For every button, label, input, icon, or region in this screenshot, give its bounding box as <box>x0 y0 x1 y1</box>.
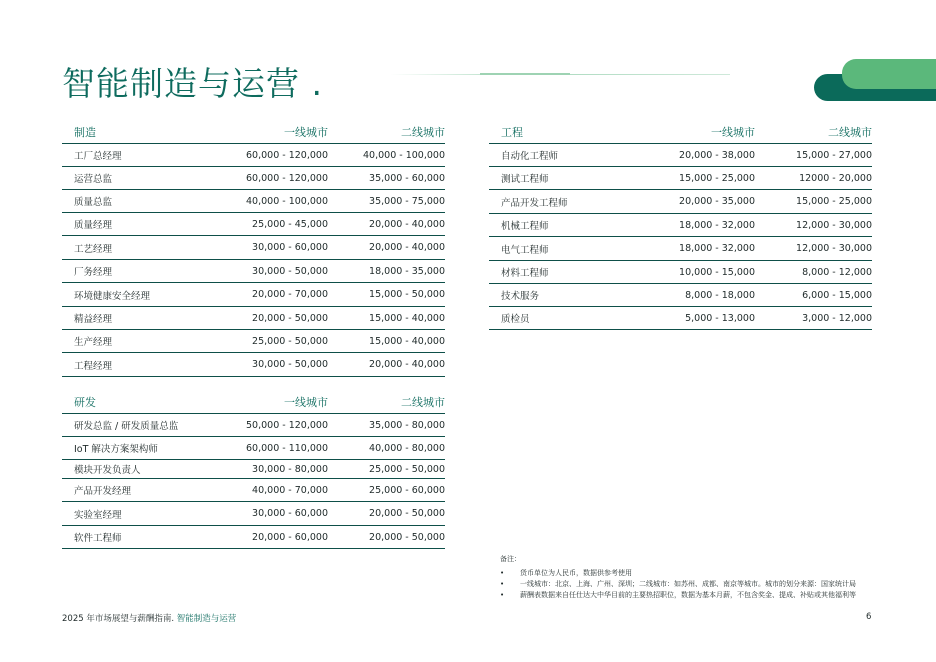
tier1-salary-cell: 30,000 - 60,000 <box>252 242 328 253</box>
table-row <box>62 414 445 437</box>
tier2-salary-cell: 20,000 - 40,000 <box>369 218 445 230</box>
role-cell: IoT 解决方案架构师 <box>74 444 158 455</box>
column-header-role: 工程 <box>501 126 523 139</box>
tier1-salary-cell: 40,000 - 100,000 <box>246 195 328 207</box>
table-row <box>62 236 445 260</box>
table-header <box>62 121 445 144</box>
tier1-salary-cell: 18,000 - 32,000 <box>679 219 755 231</box>
tier1-salary-cell: 30,000 - 60,000 <box>252 508 328 519</box>
tier2-salary-cell: 35,000 - 75,000 <box>369 195 445 207</box>
tier2-salary-cell: 15,000 - 40,000 <box>369 335 445 347</box>
table-row <box>62 353 445 377</box>
role-cell: 机械工程师 <box>501 221 549 232</box>
table-row <box>489 144 872 167</box>
tier2-salary-cell: 20,000 - 40,000 <box>369 359 445 370</box>
notes-list <box>500 568 856 601</box>
role-cell: 生产经理 <box>74 337 113 348</box>
role-cell: 测试工程师 <box>501 174 549 185</box>
engineering-salary-table <box>489 121 872 330</box>
role-cell: 质量总监 <box>74 197 113 208</box>
tier2-salary-cell: 3,000 - 12,000 <box>802 312 872 324</box>
manufacturing-salary-table <box>62 121 445 377</box>
role-cell: 电气工程师 <box>501 244 549 256</box>
tier1-salary-cell: 20,000 - 35,000 <box>679 196 755 207</box>
column-header-role: 制造 <box>74 126 96 139</box>
tier1-salary-cell: 18,000 - 32,000 <box>679 243 755 254</box>
table-row <box>489 237 872 261</box>
column-header-tier2: 二线城市 <box>828 126 872 139</box>
tier1-salary-cell: 20,000 - 50,000 <box>252 312 328 324</box>
role-cell: 工程经理 <box>74 360 113 372</box>
role-cell: 精益经理 <box>74 314 113 325</box>
table-row <box>62 190 445 213</box>
tier1-salary-cell: 8,000 - 18,000 <box>685 289 755 301</box>
tier1-salary-cell: 60,000 - 120,000 <box>246 172 328 184</box>
tier2-salary-cell: 40,000 - 80,000 <box>369 442 445 454</box>
role-cell: 环境健康安全经理 <box>74 290 151 302</box>
table-row <box>62 437 445 460</box>
role-cell: 厂务经理 <box>74 267 113 278</box>
table-row <box>62 460 445 479</box>
column-header-tier1: 一线城市 <box>711 126 755 139</box>
table-row <box>62 213 445 236</box>
table-row <box>489 190 872 214</box>
role-cell: 产品开发经理 <box>74 486 132 497</box>
role-cell: 实验室经理 <box>74 509 122 521</box>
note-item: • 货币单位为人民币，数据供参考使用 <box>500 569 632 577</box>
table-row <box>62 144 445 167</box>
note-item: • 一线城市：北京、上海、广州、深圳；二线城市：如苏州、成都、南京等城市。城市的划分来源：国家统计局 <box>500 580 856 588</box>
role-cell: 模块开发负责人 <box>74 465 141 476</box>
table-header <box>489 121 872 144</box>
tier1-salary-cell: 60,000 - 120,000 <box>246 149 328 161</box>
table-row <box>62 526 445 549</box>
tier1-salary-cell: 30,000 - 50,000 <box>252 359 328 370</box>
tier1-salary-cell: 20,000 - 60,000 <box>252 531 328 543</box>
tier1-salary-cell: 50,000 - 120,000 <box>246 419 328 431</box>
role-cell: 技术服务 <box>501 291 540 302</box>
role-cell: 材料工程师 <box>501 268 549 279</box>
tier2-salary-cell: 35,000 - 60,000 <box>369 172 445 184</box>
role-cell: 研发总监 / 研发质量总监 <box>74 421 179 432</box>
table-row <box>62 479 445 502</box>
footer-section: 智能制造与运营 <box>174 614 237 624</box>
tier1-salary-cell: 25,000 - 50,000 <box>252 335 328 347</box>
notes-section <box>500 554 856 601</box>
table-row <box>489 284 872 307</box>
tier1-salary-cell: 20,000 - 70,000 <box>252 289 328 300</box>
table-row <box>62 260 445 283</box>
tier1-salary-cell: 5,000 - 13,000 <box>685 312 755 324</box>
table-header <box>62 391 445 414</box>
decorative-pill-light <box>842 59 936 89</box>
decorative-line-accent <box>480 73 570 75</box>
column-header-role: 研发 <box>74 396 96 409</box>
column-header-tier1: 一线城市 <box>284 396 328 409</box>
tier1-salary-cell: 30,000 - 80,000 <box>252 463 328 475</box>
tier2-salary-cell: 20,000 - 50,000 <box>369 508 445 519</box>
table-row <box>62 283 445 307</box>
role-cell: 自动化工程师 <box>501 151 559 162</box>
table-row <box>62 307 445 330</box>
page-number: 6 <box>866 612 872 622</box>
tier2-salary-cell: 15,000 - 25,000 <box>796 196 872 207</box>
tier2-salary-cell: 12000 - 20,000 <box>799 172 872 184</box>
table-row <box>489 261 872 284</box>
table-row <box>489 307 872 330</box>
tier2-salary-cell: 15,000 - 50,000 <box>369 289 445 300</box>
tier2-salary-cell: 15,000 - 40,000 <box>369 312 445 324</box>
footer-prefix: 2025 年市场展望与薪酬指南. <box>62 614 175 624</box>
role-cell: 运营总监 <box>74 174 113 185</box>
tier1-salary-cell: 25,000 - 45,000 <box>252 218 328 230</box>
column-header-tier1: 一线城市 <box>284 126 328 139</box>
table-row <box>62 330 445 353</box>
page-title: 智能制造与运营 . <box>62 64 323 103</box>
tier1-salary-cell: 40,000 - 70,000 <box>252 484 328 496</box>
footer-title <box>62 612 236 624</box>
tier2-salary-cell: 18,000 - 35,000 <box>369 265 445 277</box>
tier2-salary-cell: 40,000 - 100,000 <box>363 149 445 161</box>
rnd-salary-table <box>62 391 445 549</box>
tier1-salary-cell: 15,000 - 25,000 <box>679 172 755 184</box>
tier1-salary-cell: 20,000 - 38,000 <box>679 149 755 161</box>
tier2-salary-cell: 15,000 - 27,000 <box>796 149 872 161</box>
role-cell: 产品开发工程师 <box>501 197 568 209</box>
tier2-salary-cell: 25,000 - 60,000 <box>369 484 445 496</box>
tier2-salary-cell: 35,000 - 80,000 <box>369 419 445 431</box>
tier2-salary-cell: 12,000 - 30,000 <box>796 219 872 231</box>
column-header-tier2: 二线城市 <box>401 396 445 409</box>
tier2-salary-cell: 20,000 - 40,000 <box>369 242 445 253</box>
tier2-salary-cell: 25,000 - 50,000 <box>369 463 445 475</box>
table-row <box>62 502 445 526</box>
table-row <box>62 167 445 190</box>
notes-title: 备注： <box>500 555 521 563</box>
table-row <box>489 167 872 190</box>
column-header-tier2: 二线城市 <box>401 126 445 139</box>
note-item: • 薪酬表数据来自任仕达大中华目前的主要热招职位，数据为基本月薪，不包含奖金、提成、补贴或其他福利等 <box>500 591 856 599</box>
tier1-salary-cell: 10,000 - 15,000 <box>679 266 755 278</box>
tier1-salary-cell: 30,000 - 50,000 <box>252 265 328 277</box>
tier2-salary-cell: 6,000 - 15,000 <box>802 289 872 301</box>
table-row <box>489 214 872 237</box>
role-cell: 质量经理 <box>74 220 113 231</box>
role-cell: 软件工程师 <box>74 533 122 544</box>
tier2-salary-cell: 20,000 - 50,000 <box>369 531 445 543</box>
role-cell: 工艺经理 <box>74 243 113 255</box>
tier2-salary-cell: 8,000 - 12,000 <box>802 266 872 278</box>
tier1-salary-cell: 60,000 - 110,000 <box>246 442 328 454</box>
role-cell: 质检员 <box>501 314 530 325</box>
role-cell: 工厂总经理 <box>74 151 122 162</box>
tier2-salary-cell: 12,000 - 30,000 <box>796 243 872 254</box>
